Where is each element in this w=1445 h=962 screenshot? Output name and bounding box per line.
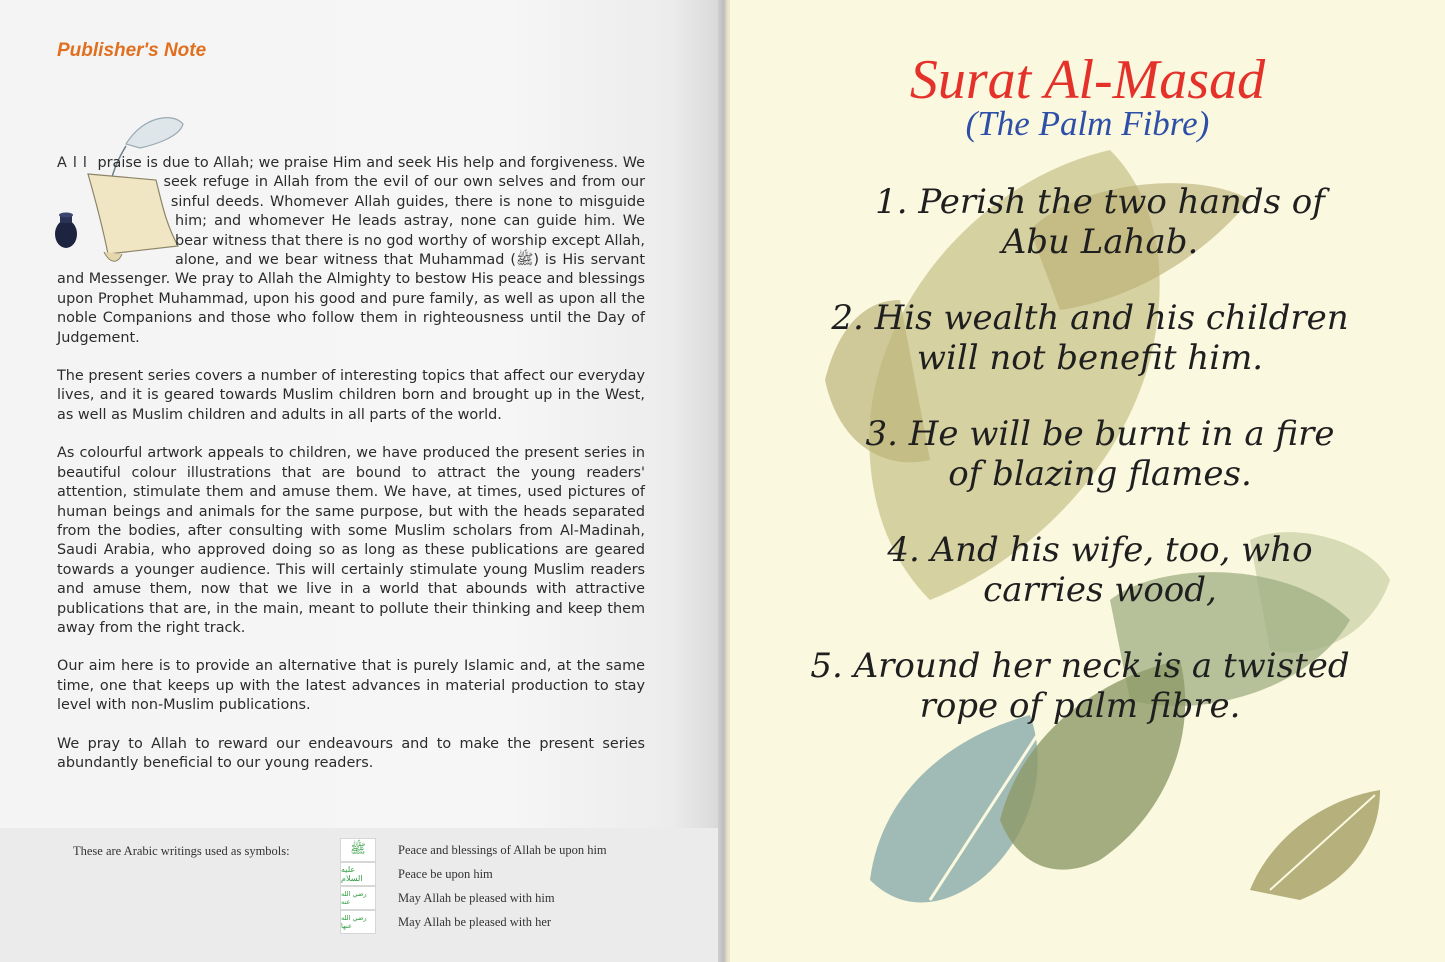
page-title: Publisher's Note (57, 40, 207, 61)
symbol-meaning: Peace be upon him (398, 866, 493, 881)
left-page (0, 0, 722, 962)
verse-line: of blazing flames. (948, 454, 1252, 494)
surah-subtitle: (The Palm Fibre) (965, 104, 1210, 143)
verse-line: carries wood, (983, 570, 1217, 610)
paragraph-4: Our aim here is to provide an alternative that is purely Islamic and, at the same time, one that keeps up with the latest advances in material production to stay level with non-Muslim publications. (57, 658, 645, 714)
paragraph-1 (57, 154, 645, 348)
symbol-row (340, 862, 493, 886)
right-page (730, 0, 1445, 962)
verse-line: rope of palm fibre. (919, 686, 1241, 726)
verse-line: 2. His wealth and his children (831, 298, 1349, 338)
symbol-meaning: May Allah be pleased with her (398, 914, 552, 929)
radiallahu-anha-symbol-icon: رضي الله عنها (340, 910, 376, 934)
paragraph-5: We pray to Allah to reward our endeavours and to make the present series abundantly beneficial to our young readers. (57, 735, 645, 771)
verse-2 (740, 298, 1440, 378)
symbols-legend (0, 828, 722, 962)
symbol-meaning: May Allah be pleased with him (398, 890, 555, 905)
verse-1 (750, 182, 1445, 262)
verse-line: Abu Lahab. (1001, 222, 1199, 262)
paragraph-2: The present series covers a number of interesting topics that affect our everyday lives, and it is geared towards Muslim children born and brought up in the West, as well as Muslim children and adults in all parts of the world. (57, 368, 645, 423)
symbol-meaning: Peace and blessings of Allah be upon him (398, 842, 607, 857)
alayhis-salam-symbol-icon: عليه السلام (340, 862, 376, 886)
symbol-row (340, 910, 551, 934)
publisher-note-body (57, 154, 645, 792)
paragraph-3: As colourful artwork appeals to children, we have produced the present series in beautiful colour illustrations that are bound to attract the young readers' attention, stimulate them and amuse them. We have, at times, used pictures of human beings and animals for the same purpose, but with the heads separated from the bodies, after consulting with some Muslim scholars from Al-Madinah, Saudi Arabia, who approved doing so as long as these publications are geared towards a younger audience. This will certainly stimulate young Muslim readers and amuse them, now that we live in a world that abounds with attractive publications that are, in the main, meant to pollute their thinking and keep them away from the right track. (57, 445, 645, 636)
symbols-intro: These are Arabic writings used as symbols: (73, 844, 290, 858)
symbol-row (340, 886, 555, 910)
verse-line: 5. Around her neck is a twisted (810, 646, 1350, 686)
salawat-symbol-icon: ﷺ (340, 838, 376, 862)
paragraph-1-text: praise is due to Allah; we praise Him and seek His help and forgiveness. We seek refuge in Allah from the evil of our own selves and from our sinful deeds. Whomever Allah guides, there is none to misguide him; and whomever He leads astray, none can guide him. We bear witness that there is no god worthy of worship except Allah, alone, and we bear witness that Muhammad (ﷺ) is His servant and Messenger. We pray to Allah the Almighty to bestow His peace and blessings upon Prophet Muhammad, upon his good and pure family, as well as upon all the noble Companions and those who follow them in righteousness until the Day of Judgement. (57, 155, 645, 346)
verse-line: 3. He will be burnt in a fire (865, 414, 1335, 454)
verse-5 (730, 646, 1430, 726)
verse-4 (750, 530, 1445, 610)
verse-3 (750, 414, 1445, 494)
verse-line: 1. Perish the two hands of (875, 182, 1325, 222)
symbol-row (340, 838, 607, 862)
radiallahu-anhu-symbol-icon: رضي الله عنه (340, 886, 376, 910)
surah-title: Surat Al-Masad (909, 49, 1266, 111)
verse-line: 4. And his wife, too, who (887, 530, 1313, 570)
verse-line: will not benefit him. (916, 338, 1264, 378)
paragraph-1-first-word: All (57, 155, 93, 171)
